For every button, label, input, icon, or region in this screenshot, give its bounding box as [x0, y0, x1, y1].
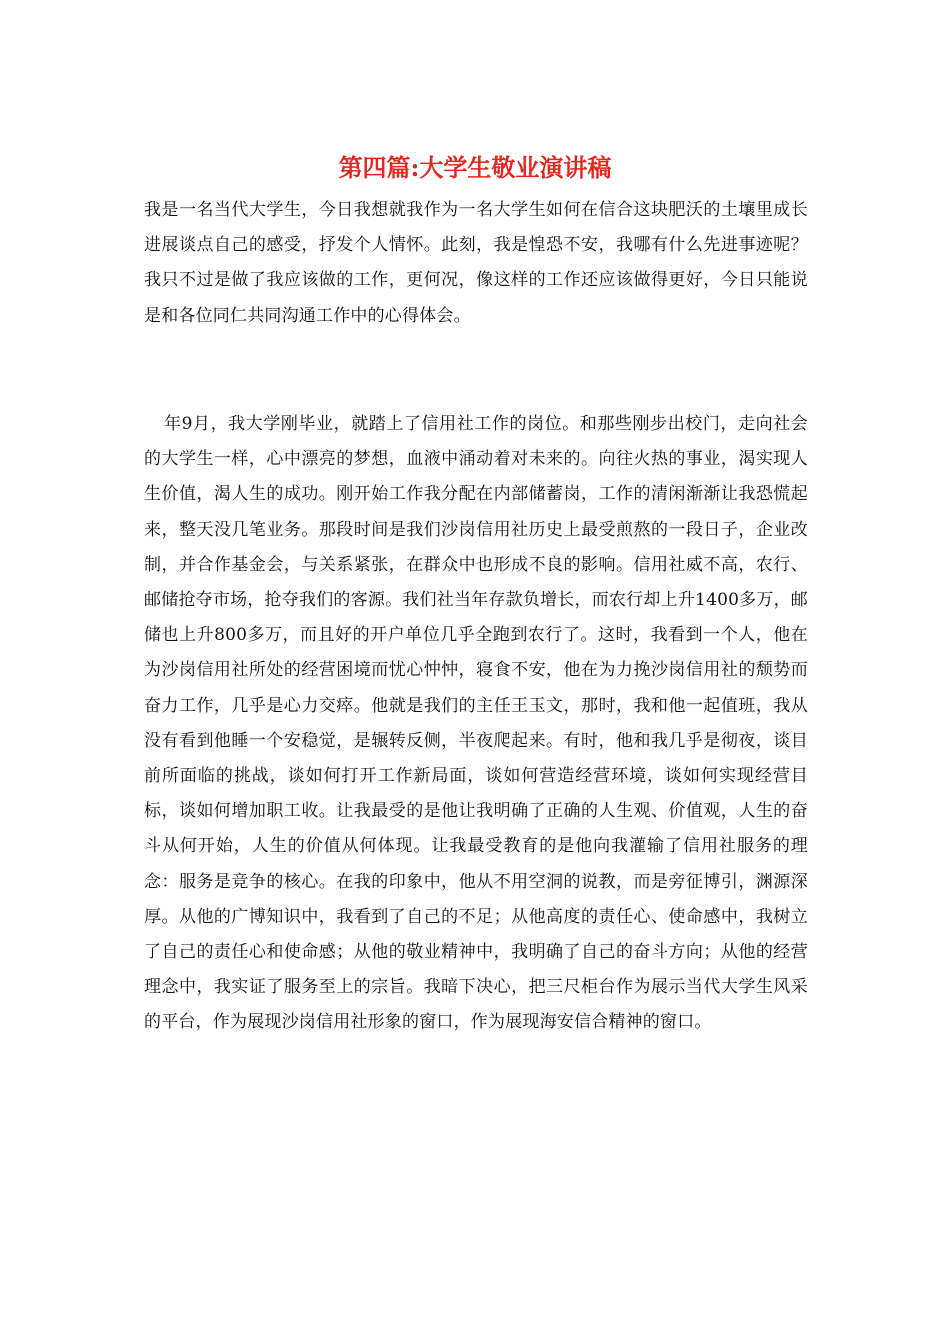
document-title: 第四篇:大学生敬业演讲稿: [338, 153, 612, 182]
paragraph-story: 年9月，我大学刚毕业，就踏上了信用社工作的岗位。和那些刚步出校门，走向社会的大学生一样，心中漂亮的梦想，血液中涌动着对未来的。向往火热的事业，渴实现人生价值，渴人生的成功。刚开始工作我分配在内部储蓄岗，工作的清闲渐渐让我恐慌起来，整天没几笔业务。那段时间是我们沙岗信用社历史上最受煎熬的一段日子，企业改制，并合作基金会，与关系紧张，在群众中也形成不良的影响。信用社威不高，农行、邮储抢夺市场，抢夺我们的客源。我们社当年存款负增长，而农行却上升1400多万，邮储也上升800多万，而且好的开户单位几乎全跑到农行了。这时，我看到一个人，他在为沙岗信用社所处的经营困境而忧心忡忡，寝食不安，他在为力挽沙岗信用社的颓势而奋力工作，几乎是心力交瘁。他就是我们的主任王玉文，那时，我和他一起值班，我从没有看到他睡一个安稳觉，是辗转反侧，半夜爬起来。有时，他和我几乎是彻夜，谈目前所面临的挑战，谈如何打开工作新局面，谈如何营造经营环境，谈如何实现经营目标，谈如何增加职工收。让我最受的是他让我明确了正确的人生观、价值观，人生的奋斗从何开始，人生的价值从何体现。让我最受教育的是他向我灌输了信用社服务的理念：服务是竞争的核心。在我的印象中，他从不用空洞的说教，而是旁征博引，渊源深厚。从他的广博知识中，我看到了自己的不足；从他高度的责任心、使命感中，我树立了自己的责任心和使命感；从他的敬业精神中，我明确了自己的奋斗方向；从他的经营理念中，我实证了服务至上的宗旨。我暗下决心，把三尺柜台作为展示当代大学生风采的平台，作为展现沙岗信用社形象的窗口，作为展现海安信合精神的窗口。: [144, 414, 808, 1033]
paragraph-intro: 我是一名当代大学生，今日我想就我作为一名大学生如何在信合这块肥沃的土壤里成长进展谈点自己的感受，抒发个人情怀。此刻，我是惶恐不安，我哪有什么先进事迹呢？我只不过是做了我应该做的工作，更何况，像这样的工作还应该做得更好，今日只能说是和各位同仁共同沟通工作中的心得体会。: [144, 200, 808, 326]
